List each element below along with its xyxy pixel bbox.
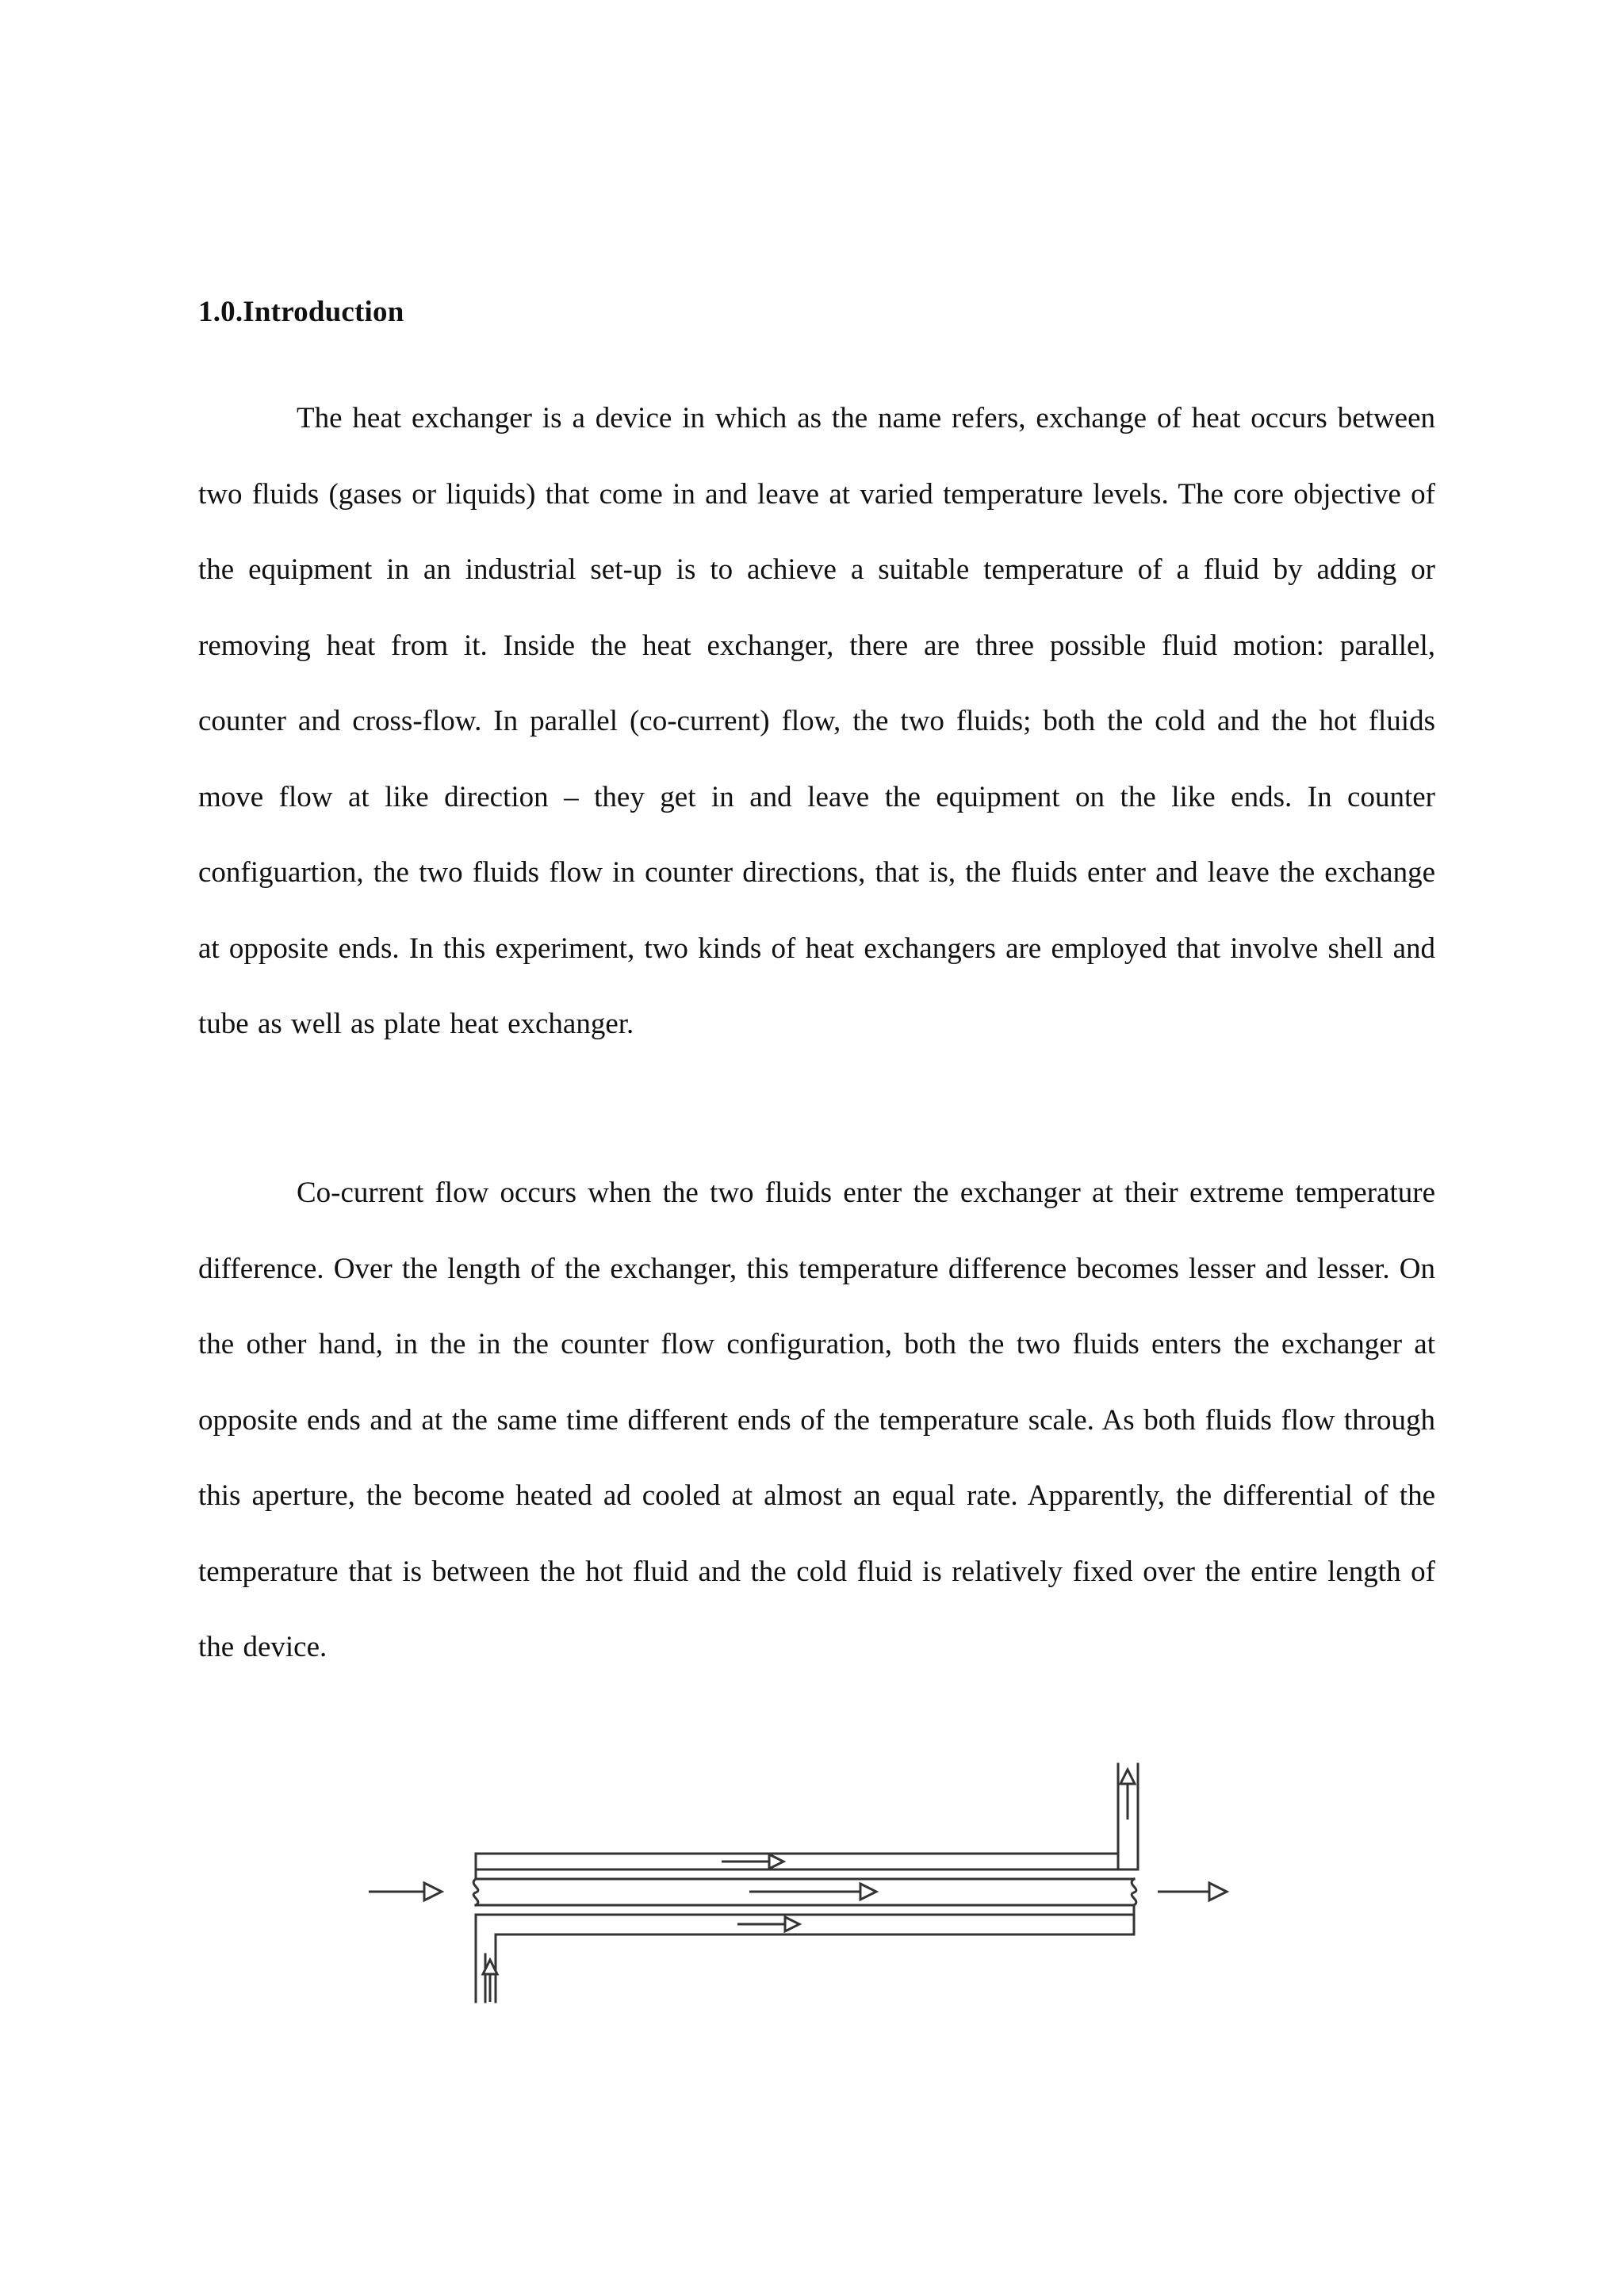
tube-flow-arrow-head bbox=[860, 1884, 876, 1900]
diagram-svg bbox=[349, 1748, 1300, 2010]
tube-inlet-arrow-head bbox=[424, 1883, 442, 1900]
tube-right-seal bbox=[1132, 1879, 1136, 1905]
shell-top-flow-arrow-head bbox=[769, 1854, 783, 1869]
co-current-flow-diagram bbox=[349, 1748, 1300, 2010]
shell-outlet-arrow-head bbox=[1120, 1770, 1135, 1784]
section-heading: 1.0.Introduction bbox=[198, 296, 404, 328]
body-paragraph: The heat exchanger is a device in which as the name refers, exchange of heat occurs between two fluids (gases or liquids) that come in and leave at varied temperature levels. The core objective of the equipment in an industrial set-up is to achieve a suitable temperature of a fluid by adding or removing heat from it. Inside the heat exchanger, there are three possible fluid motion: parallel, counter and cross-flow. In parallel (co-current) flow, the two fluids; both the cold and the hot fluids move flow at like direction – they get in and leave the equipment on the like ends. In counter configuartion, the two fluids flow in counter directions, that is, the fluids enter and leave the exchange at opposite ends. In this experiment, two kinds of heat exchangers are employed that involve shell and tube as well as plate heat exchanger. bbox=[198, 402, 1435, 1040]
shell-top-wall bbox=[476, 1764, 1118, 1854]
shell-bottom-flow-arrow-head bbox=[785, 1917, 799, 1931]
tube-outlet-arrow-head bbox=[1209, 1883, 1227, 1900]
tube-left-seal bbox=[473, 1879, 478, 1905]
body-paragraph: Co-current flow occurs when the two fluids enter the exchanger at their extreme temperature difference. Over the length of the exchanger, this temperature difference becomes lesser and lesser. On the other hand, in the in the counter flow configuration, both the two fluids enters the exchanger at opposite ends and at the same time different ends of the temperature scale. As both fluids flow through this aperture, the become heated ad cooled at almost an equal rate. Apparently, the differential of the temperature that is between the hot fluid and the cold fluid is relatively fixed over the entire length of the device. bbox=[198, 1177, 1435, 1663]
